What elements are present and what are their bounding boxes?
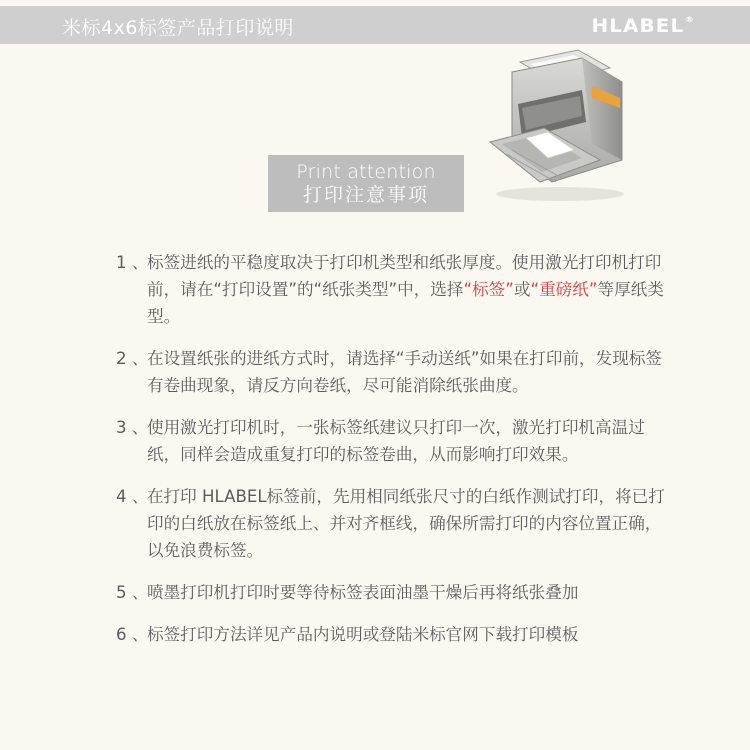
item-number: 2 、 (116, 349, 149, 368)
heading-chinese: 打印注意事项 (302, 184, 429, 206)
page-title: 米标4x6标签产品打印说明 (62, 17, 294, 39)
section-heading (268, 155, 464, 212)
quote-open: “ (530, 280, 540, 299)
item-text: 喷墨打印机打印时要等待标签表面油墨干燥后再将纸张叠加 (147, 583, 579, 602)
highlight-heavy-paper: 重磅纸 (539, 280, 589, 299)
item-number: 4 、 (116, 487, 149, 506)
item-number: 3 、 (116, 418, 149, 437)
item-text-end: 等厚纸类型。 (147, 280, 664, 326)
item-number: 1 、 (116, 253, 149, 272)
heading-english: Print attention (296, 161, 436, 183)
item-text: 在设置纸张的进纸方式时，请选择“手动送纸”如果在打印前，发现标签有卷曲现象，请反方向卷纸，尽可能消除纸张曲度。 (147, 349, 663, 395)
quote-close: ” (588, 280, 598, 299)
laser-printer-image (482, 42, 632, 207)
item-text: 标签打印方法详见产品内说明或登陆米标官网下载打印模板 (147, 625, 579, 644)
list-item (116, 621, 676, 648)
instructions-list (116, 249, 676, 663)
list-item (116, 579, 676, 606)
item-number: 5 、 (116, 583, 149, 602)
item-number: 6 、 (116, 625, 149, 644)
item-text: 在打印 HLABEL标签前，先用相同纸张尺寸的白纸作测试打印，将已打印的白纸放在标签纸上、并对齐框线，确保所需打印的内容位置正确，以免浪费标签。 (147, 487, 665, 560)
brand-name: HLABEL (591, 15, 684, 37)
header-bar (0, 6, 750, 44)
highlight-label: 标签 (472, 280, 506, 299)
quote-open: “ (463, 280, 473, 299)
list-item (116, 249, 676, 330)
list-item (116, 414, 676, 468)
list-item (116, 483, 676, 564)
quote-close: ” (505, 280, 514, 299)
item-text: 标签进纸的平稳度取决于打印机类型和纸张厚度。使用激光打印机打印前，请在“打印设置”的“纸张类型”中，选择 (147, 253, 662, 299)
item-text-or: 或 (513, 280, 531, 299)
registered-mark: ® (685, 15, 695, 24)
brand-logo (591, 15, 694, 37)
list-item (116, 345, 676, 399)
item-text: 使用激光打印机时，一张标签纸建议只打印一次，激光打印机高温过纸，同样会造成重复打印的标签卷曲，从而影响打印效果。 (147, 418, 645, 464)
